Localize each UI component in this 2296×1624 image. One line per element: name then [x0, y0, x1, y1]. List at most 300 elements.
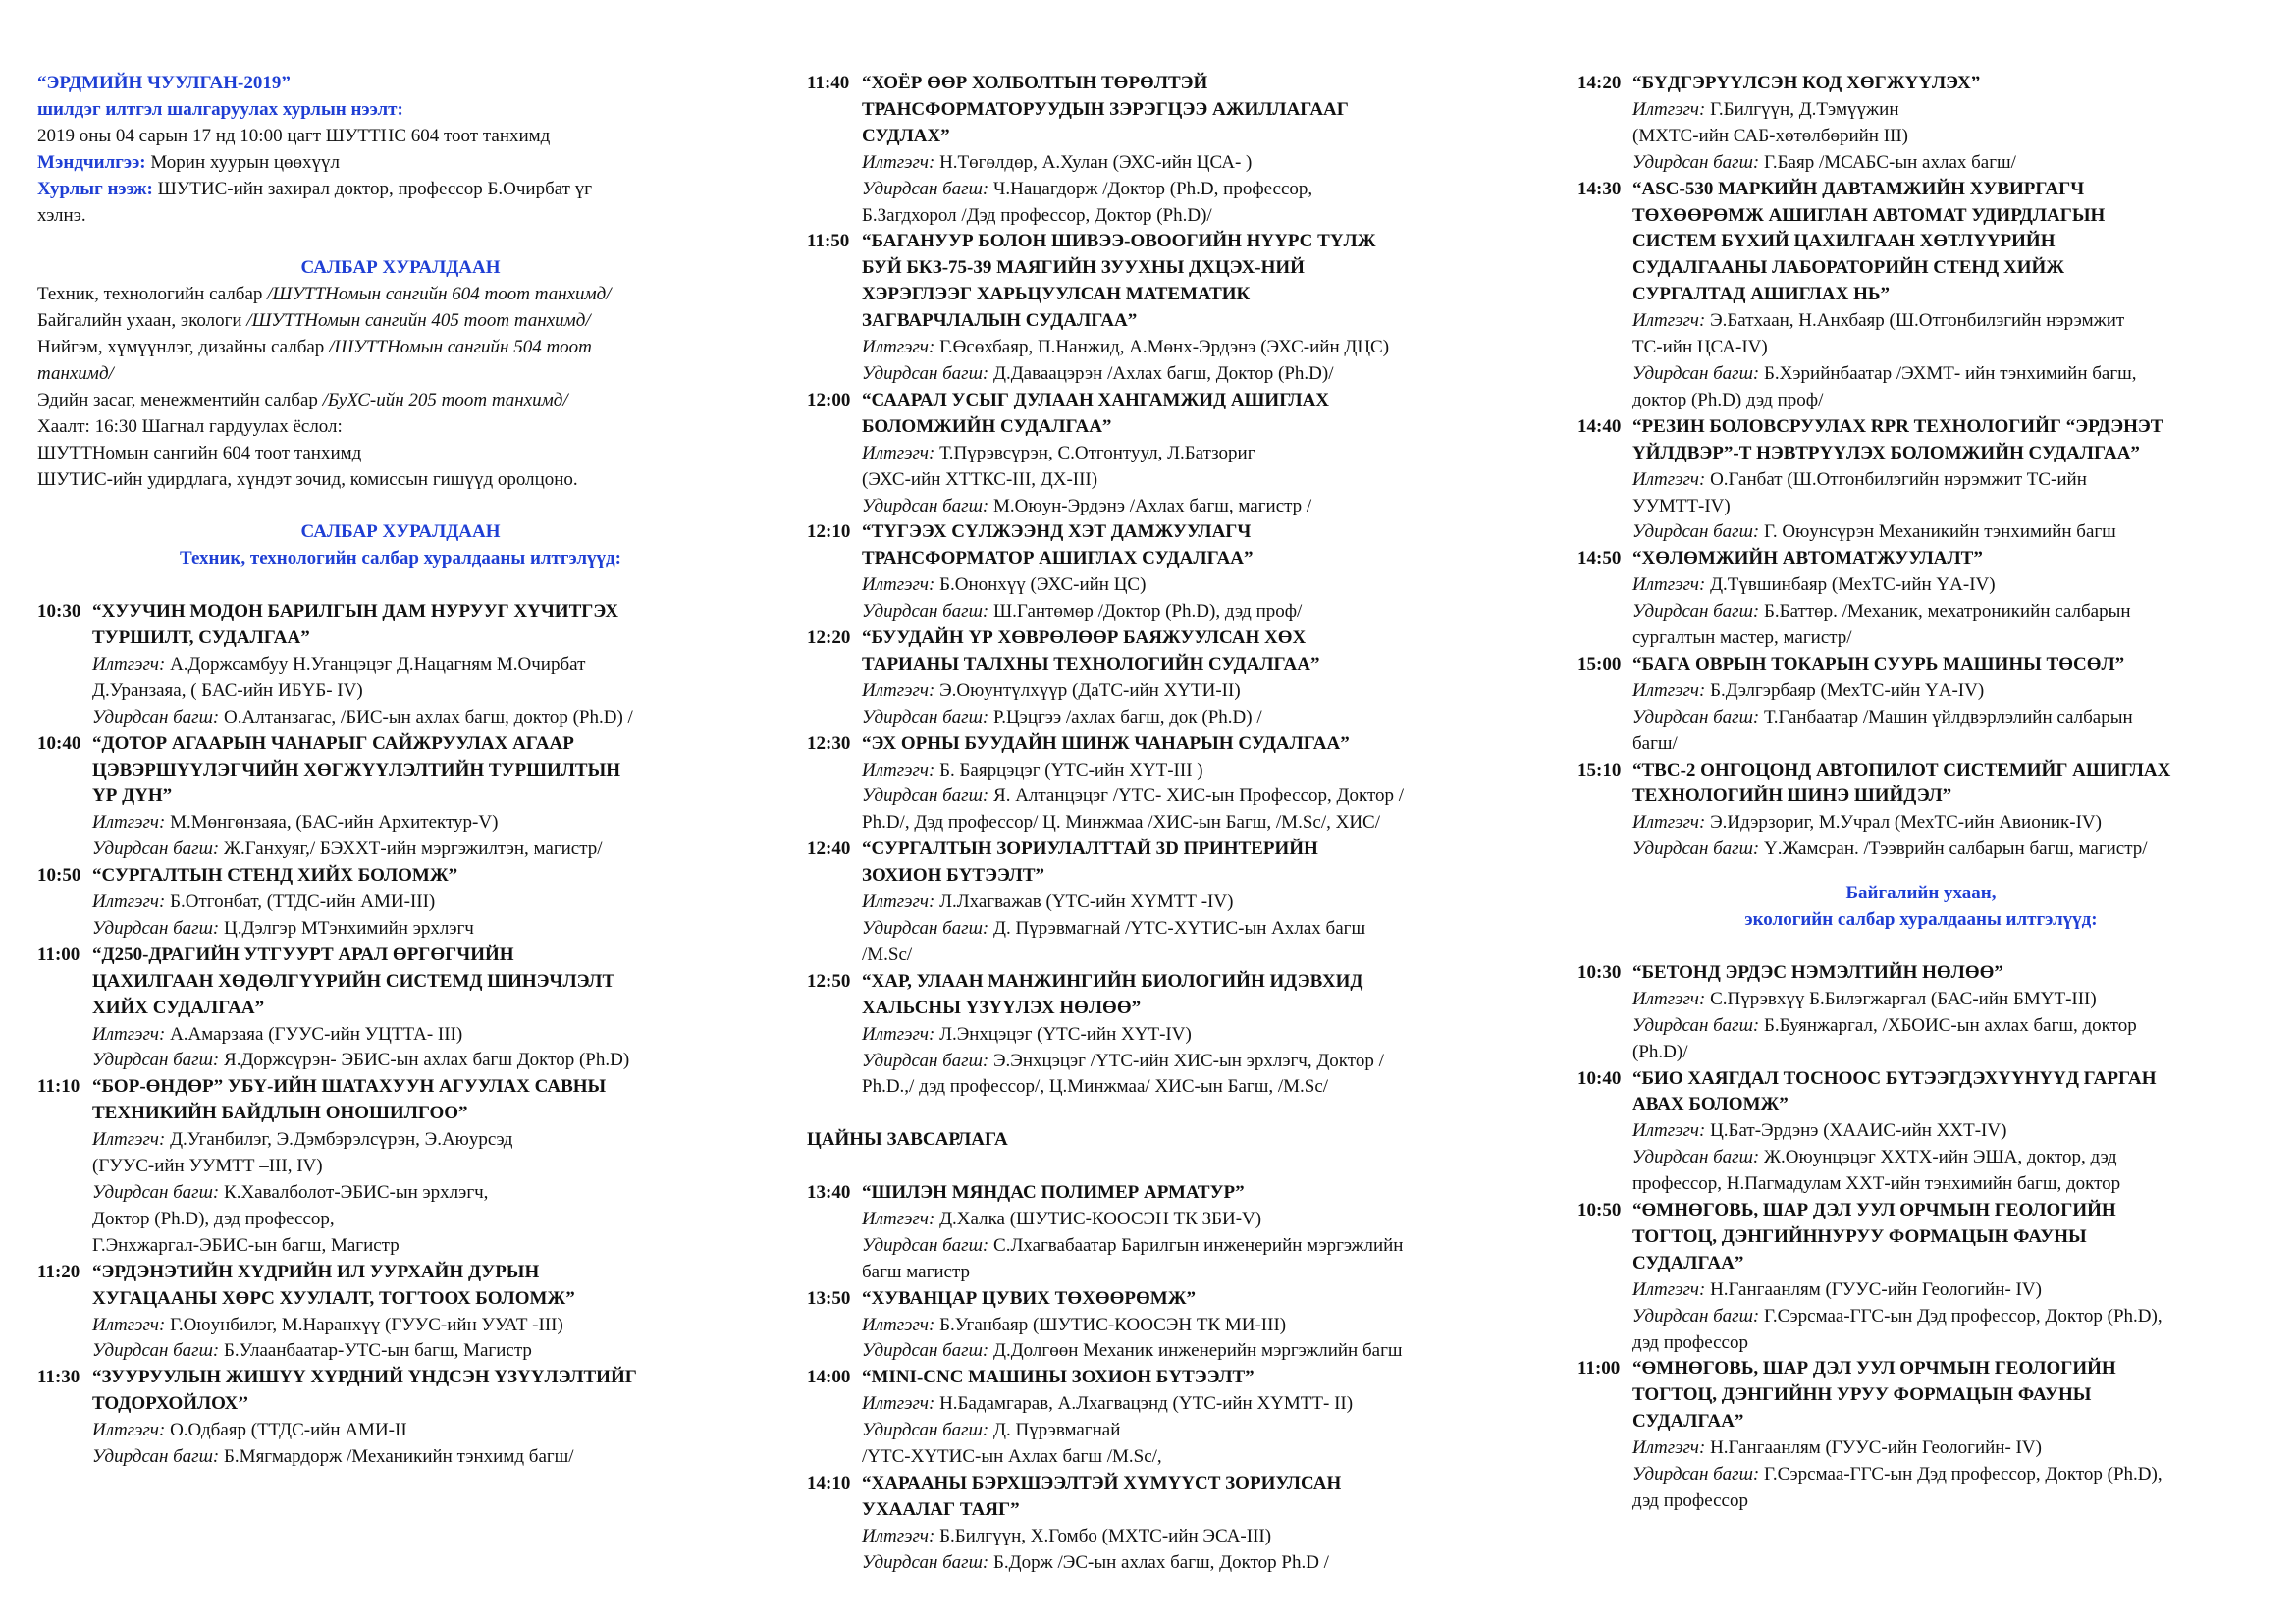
advisor-text: Г. Оюунсүрэн Механикийн тэнхимийн багш	[1759, 521, 2116, 543]
speaker-line	[37, 1418, 764, 1444]
talk-item	[37, 599, 764, 731]
advisor-line	[807, 177, 1528, 203]
talk-time: 15:10	[1577, 759, 1622, 781]
talk-title-cont: ТРАНСФОРМАТОРУУДЫН ЗЭРЭГЦЭЭ АЖИЛЛАГААГ	[862, 98, 1349, 120]
advisor-label: Удирдсан багш:	[92, 706, 220, 728]
speaker-text: Б.Уганбаяр (ШУТИС-КООСЭН ТК МИ-III)	[934, 1314, 1287, 1335]
talk-item	[1577, 1198, 2265, 1356]
talk-title	[1577, 1356, 2265, 1382]
talk-title-cont: ТРАНСФОРМАТОР АШИГЛАХ СУДАЛГАА”	[862, 548, 1254, 569]
speaker-label: Илтгэгч:	[862, 574, 935, 596]
advisor-text: доктор (Ph.D) дэд проф/	[1632, 389, 1824, 410]
talk-title-text: “Д250-ДРАГИЙН УТГУУРТ АРАЛ ӨРГӨГЧИЙН	[92, 944, 514, 965]
talk-title-cont: ЦАХИЛГААН ХӨДӨЛГҮҮРИЙН СИСТЕМД ШИНЭЧЛЭЛТ	[92, 970, 615, 992]
branch-line: ШУТИС-ийн удирдлага, хүндэт зочид, комиссын гишүүд оролцоно.	[37, 468, 578, 490]
advisor-label: Удирдсан багш:	[92, 1182, 220, 1204]
speaker-line	[37, 1127, 764, 1154]
speaker-line	[807, 890, 1528, 916]
talk-title-cont: УХААЛАГ ТАЯГ”	[862, 1498, 1020, 1520]
speaker-label: Илтгэгч:	[92, 1314, 166, 1335]
talk-time: 14:30	[1577, 178, 1622, 199]
advisor-text: дэд профессор	[1632, 1490, 1748, 1512]
advisor-text: Ph.D/, Дэд профессор/ Ц. Минжмаа /ХИС-ын Багш, /M.Sc/, ХИС/	[862, 812, 1381, 834]
advisor-line	[1577, 1330, 2265, 1357]
talk-title-text: “ХӨЛӨМЖИЙН АВТОМАТЖУУЛАЛТ”	[1632, 548, 1983, 569]
branch-room: /ШУТТНомын сангийн 504 тоот	[329, 337, 592, 358]
talk-title-text: “БҮДГЭРҮҮЛСЭН КОД ХӨГЖҮҮЛЭХ”	[1632, 73, 1981, 93]
advisor-text: багш/	[1632, 732, 1678, 754]
speaker-text: (МХТС-ийн САБ-хөтөлбөрийн III)	[1632, 125, 1909, 146]
talk-title	[1577, 177, 2265, 203]
speaker-label: Илтгэгч:	[1632, 988, 1706, 1009]
talk-item	[37, 1074, 764, 1259]
advisor-text: К.Хавалболот-ЭБИС-ын эрхлэгч,	[219, 1182, 489, 1204]
talk-time: 11:40	[807, 73, 850, 93]
branch-list	[37, 282, 764, 493]
advisor-label: Удирдсан багш:	[862, 1340, 989, 1362]
speaker-text: Н.Төгөлдөр, А.Хулан (ЭХС-ийн ЦСА- )	[934, 151, 1253, 173]
advisor-text: Б.Загдхорол /Дэд профессор, Доктор (Ph.D)/	[862, 204, 1212, 226]
speaker-label: Илтгэгч:	[1632, 1278, 1706, 1300]
speaker-line	[37, 1154, 764, 1180]
talk-title-text: “БЕТОНД ЭРДЭС НЭМЭЛТИЙН НӨЛӨӨ”	[1632, 961, 2003, 983]
greeting-text: Морин хуурын цөөхүүл	[145, 151, 341, 173]
speaker-label: Илтгэгч:	[1632, 1120, 1706, 1142]
advisor-line	[807, 1418, 1528, 1444]
advisor-text: дэд профессор	[1632, 1331, 1748, 1353]
advisor-text: Ж.Ганхуяг,/ БЭХХТ-ийн мэргэжилтэн, магистр/	[219, 839, 603, 860]
advisor-text: Б.Дорж /ЭС-ын ахлах багш, Доктор Ph.D /	[988, 1551, 1329, 1573]
advisor-text: Я.Доржсүрэн- ЭБИС-ын ахлах багш Доктор (Ph.D)	[219, 1050, 630, 1071]
speaker-label: Илтгэгч:	[862, 442, 935, 463]
talk-item	[807, 1180, 1528, 1286]
talk-title-cont: ТАРИАНЫ ТАЛХНЫ ТЕХНОЛОГИЙН СУДАЛГАА”	[862, 653, 1320, 675]
talk-title-cont: ЗОХИОН БҮТЭЭЛТ”	[862, 865, 1044, 887]
advisor-label: Удирдсан багш:	[862, 918, 989, 939]
speaker-line	[1577, 97, 2265, 124]
advisor-line	[37, 916, 764, 943]
speaker-line	[1577, 987, 2265, 1013]
speaker-label: Илтгэгч:	[1632, 468, 1706, 490]
talk-title	[807, 731, 1528, 758]
speaker-text: А.Амарзаяа (ГУУС-ийн УЦТТА- III)	[165, 1023, 463, 1045]
advisor-text: Б.Улаанбаатар-УТС-ын багш, Магистр	[219, 1340, 532, 1362]
speaker-label: Илтгэгч:	[92, 1129, 166, 1151]
speaker-line	[807, 678, 1528, 705]
advisor-text: М.Оюун-Эрдэнэ /Ахлах багш, магистр /	[988, 495, 1312, 516]
speaker-text: Б. Баярцэцэг (ҮТС-ийн ХҮТ-III )	[934, 759, 1203, 781]
speaker-line	[37, 678, 764, 705]
talk-title-cont: СУДАЛГААНЫ ЛАБОРАТОРИЙН СТЕНД ХИЙЖ	[1632, 257, 2065, 279]
talk-time: 14:40	[1577, 415, 1622, 437]
speaker-line	[807, 150, 1528, 177]
advisor-line	[807, 1338, 1528, 1365]
advisor-text: Д. Пүрэвмагнай	[988, 1420, 1121, 1441]
speaker-label: Илтгэгч:	[92, 653, 166, 675]
speaker-text: Л.Лхагважав (ҮТС-ийн ХҮМТТ -IV)	[934, 892, 1234, 913]
speaker-line	[1577, 678, 2265, 705]
advisor-line	[1577, 705, 2265, 731]
talk-title-cont: ТУРШИЛТ, СУДАЛГАА”	[92, 626, 310, 648]
talk-item	[37, 943, 764, 1075]
speaker-text: Г.Оюунбилэг, М.Наранхүү (ГУУС-ийн УУАТ -III)	[165, 1314, 563, 1335]
advisor-line	[807, 916, 1528, 943]
speaker-label: Илтгэгч:	[862, 151, 935, 173]
advisor-line	[1577, 1013, 2265, 1040]
talk-item	[1577, 1356, 2265, 1514]
advisor-text: Д.Даваацэрэн /Ахлах багш, Доктор (Ph.D)/	[988, 362, 1334, 384]
talk-title-cont: ТЕХНИКИЙН БАЙДЛЫН ОНОШИЛГОО”	[92, 1103, 468, 1124]
column-2	[807, 71, 1528, 1577]
speaker-text: Э.Оюунтүлхүүр (ДаТС-ийн ХҮТИ-II)	[934, 679, 1241, 701]
column-1	[37, 71, 764, 1471]
talk-item	[1577, 1066, 2265, 1199]
advisor-line	[1577, 519, 2265, 546]
talk-item	[37, 863, 764, 943]
advisor-label: Удирдсан багш:	[862, 1551, 989, 1573]
speaker-line	[807, 1022, 1528, 1049]
advisor-label: Удирдсан багш:	[862, 178, 989, 199]
advisor-label: Удирдсан багш:	[1632, 1147, 1760, 1168]
advisor-line	[807, 1049, 1528, 1075]
speaker-text: Д.Халка (ШУТИС-КООСЭН ТК ЗБИ-V)	[934, 1208, 1262, 1229]
column-3	[1577, 71, 2265, 1515]
advisor-line	[1577, 361, 2265, 388]
speaker-line	[1577, 810, 2265, 837]
advisor-text: Г.Сэрсмаа-ГГС-ын Дэд профессор, Доктор (Ph.D),	[1759, 1305, 2163, 1326]
branch-room: /БуХС-ийн 205 тоот танхимд/	[322, 389, 568, 410]
talk-title	[1577, 758, 2265, 785]
talk-time: 13:50	[807, 1287, 851, 1309]
talk-time: 12:50	[807, 970, 851, 992]
talk-item	[807, 1471, 1528, 1577]
advisor-label: Удирдсан багш:	[862, 601, 989, 623]
speaker-label: Илтгэгч:	[862, 892, 935, 913]
speaker-text: Д.Уганбилэг, Э.Дэмбэрэлсүрэн, Э.Аюурсэд	[165, 1129, 513, 1151]
advisor-text: Я. Алтанцэцэг /ҮТС- ХИС-ын Профессор, Доктор /	[988, 785, 1405, 807]
talk-title-cont: АВАХ БОЛОМЖ”	[1632, 1094, 1789, 1115]
talk-title-cont: СИСТЕМ БҮХИЙ ЦАХИЛГААН ХӨТЛҮҮРИЙН	[1632, 231, 2056, 252]
advisor-line	[807, 203, 1528, 230]
event-title: “ЭРДМИЙН ЧУУЛГАН-2019”	[37, 73, 291, 93]
advisor-line	[807, 1233, 1528, 1260]
talk-title-cont: ТОДОРХОЙЛОХ’’	[92, 1393, 249, 1415]
advisor-line	[1577, 731, 2265, 758]
talk-title-text: “ТВС-2 ОНГОЦОНД АВТОПИЛОТ СИСТЕМИЙГ АШИГЛАХ	[1632, 759, 2171, 781]
talk-title-cont: БОЛОМЖИЙН СУДАЛГАА”	[862, 415, 1112, 437]
talk-title	[37, 1074, 764, 1101]
speaker-line	[807, 335, 1528, 361]
advisor-text: (Ph.D)/	[1632, 1041, 1688, 1062]
talk-title	[1577, 546, 2265, 572]
talk-time: 11:20	[37, 1261, 80, 1282]
talk-item	[807, 969, 1528, 1102]
advisor-line	[807, 1260, 1528, 1286]
talk-title	[807, 969, 1528, 996]
advisor-label: Удирдсан багш:	[1632, 706, 1760, 728]
talk-time: 10:30	[37, 601, 81, 623]
advisor-label: Удирдсан багш:	[862, 1050, 989, 1071]
talk-title-cont: ТӨХӨӨРӨМЖ АШИГЛАН АВТОМАТ УДИРДЛАГЫН	[1632, 204, 2106, 226]
talk-title-text: “ЭРДЭНЭТИЙН ХҮДРИЙН ИЛ УУРХАЙН ДУРЫН	[92, 1261, 540, 1282]
talk-item	[1577, 652, 2265, 758]
talk-title-text: “БОР-ӨНДӨР” УБҮ-ИЙН ШАТАХУУН АГУУЛАХ САВНЫ	[92, 1076, 607, 1098]
talk-title-text: “РЕЗИН БОЛОВСРУУЛАХ RPR ТЕХНОЛОГИЙГ “ЭРДЭНЭТ	[1632, 415, 2163, 437]
advisor-line	[37, 1444, 764, 1471]
talk-title	[1577, 1066, 2265, 1093]
speaker-text: Б.Ононхүү (ЭХС-ийн ЦС)	[934, 574, 1147, 596]
talk-title-cont: ЦЭВЭРШҮҮЛЭГЧИЙН ХӨГЖҮҮЛЭЛТИЙН ТУРШИЛТЫН	[92, 759, 621, 781]
speaker-text: Д.Уранзаяа, ( БАС-ийн ИБҮБ- IV)	[92, 679, 363, 701]
speaker-line	[37, 1313, 764, 1339]
advisor-text: Ш.Гантөмөр /Доктор (Ph.D), дэд проф/	[988, 601, 1303, 623]
advisor-text: Ү.Жамсран. /Тээврийн салбарын багш, магистр/	[1759, 839, 2148, 860]
advisor-line	[807, 1074, 1528, 1101]
talk-time: 11:30	[37, 1367, 80, 1388]
speaker-line	[807, 1391, 1528, 1418]
talk-title	[1577, 414, 2265, 441]
talk-title-text: “СУРГАЛТЫН ЗОРИУЛАЛТТАЙ 3D ПРИНТЕРИЙН	[862, 839, 1318, 860]
speaker-line	[807, 441, 1528, 467]
advisor-label: Удирдсан багш:	[1632, 839, 1760, 860]
advisor-line	[37, 1048, 764, 1074]
nature-talk-list	[1577, 960, 2265, 1515]
tea-break-label: ЦАЙНЫ ЗАВСАРЛАГА	[807, 1129, 1008, 1151]
talk-title	[807, 388, 1528, 414]
talk-title	[37, 863, 764, 890]
advisor-text: С.Лхагвабаатар Барилгын инженерийн мэргэжлийн	[988, 1234, 1404, 1256]
talk-title-text: “ТҮГЭЭХ СҮЛЖЭЭНД ХЭТ ДАМЖУУЛАГЧ	[862, 521, 1252, 543]
advisor-label: Удирдсан багш:	[1632, 601, 1760, 623]
talk-title	[1577, 960, 2265, 987]
talk-title	[37, 1365, 764, 1391]
speaker-line	[1577, 467, 2265, 494]
talk-item	[807, 229, 1528, 387]
speaker-text: Н.Гангаанлям (ГУУС-ийн Геологийн- IV)	[1705, 1278, 2042, 1300]
advisor-text: сургалтын мастер, магистр/	[1632, 627, 1852, 649]
speaker-text: Г.Өсөхбаяр, П.Нанжид, А.Мөнх-Эрдэнэ (ЭХС-ийн ДЦС)	[934, 337, 1390, 358]
branch-room: /ШУТТНомын сангийн 604 тоот танхимд/	[267, 284, 612, 305]
talk-item	[807, 519, 1528, 625]
speaker-line	[807, 1524, 1528, 1550]
talk-time: 10:30	[1577, 961, 1622, 983]
talk-item	[1577, 177, 2265, 414]
advisor-label: Удирдсан багш:	[92, 839, 220, 860]
advisor-label: Удирдсан багш:	[92, 1340, 220, 1362]
advisor-line	[1577, 1145, 2265, 1171]
speaker-label: Илтгэгч:	[862, 337, 935, 358]
branch-room: /ШУТТНомын сангийн 405 тоот танхимд/	[246, 310, 591, 332]
talk-title-text: “БАГАНУУР БОЛОН ШИВЭЭ-ОВООГИЙН НҮҮРС ТҮЛЖ	[862, 231, 1376, 252]
speaker-text: С.Пүрэвхүү Б.Билэгжаргал (БАС-ийн БМҮТ-III)	[1705, 988, 2097, 1009]
speaker-text: ТС-ийн ЦСА-IV)	[1632, 337, 1768, 358]
event-datetime: 2019 оны 04 сарын 17 нд 10:00 цагт ШУТТНС 604 тоот танхимд	[37, 125, 551, 146]
opening-text: ШУТИС-ийн захирал доктор, профессор Б.Очирбат үг	[152, 178, 593, 199]
talk-title-cont: ТОГТОЦ, ДЭНГИЙНН УРУУ ФОРМАЦЫН ФАУНЫ	[1632, 1384, 2092, 1406]
advisor-line	[1577, 1040, 2265, 1066]
talk-title-text: “ӨМНӨГОВЬ, ШАР ДЭЛ УУЛ ОРЧМЫН ГЕОЛОГИЙН	[1632, 1358, 2116, 1380]
talk-time: 14:50	[1577, 548, 1622, 569]
speaker-line	[37, 652, 764, 678]
talk-title-cont: ХУГАЦААНЫ ХӨРС ХУУЛАЛТ, ТОГТООХ БОЛОМЖ”	[92, 1287, 575, 1309]
talk-time: 11:00	[37, 944, 80, 965]
advisor-text: Ph.D.,/ дэд профессор/, Ц.Минжмаа/ ХИС-ын Багш, /M.Sc/	[862, 1076, 1329, 1098]
greeting-line	[37, 150, 764, 177]
talk-title-text: “ЭХ ОРНЫ БУУДАЙН ШИНЖ ЧАНАРЫН СУДАЛГАА”	[862, 732, 1350, 754]
advisor-label: Удирдсан багш:	[862, 785, 989, 807]
talk-title-text: “ӨМНӨГОВЬ, ШАР ДЭЛ УУЛ ОРЧМЫН ГЕОЛОГИЙН	[1632, 1200, 2116, 1221]
branch-line: Техник, технологийн салбар /ШУТТНомын сангийн 604 тоот танхимд/	[37, 284, 612, 305]
talk-title-cont: ТОГТОЦ, ДЭНГИЙННУРУУ ФОРМАЦЫН ФАУНЫ	[1632, 1225, 2087, 1247]
speaker-text: О.Одбаяр (ТТДС-ийн АМИ-II	[165, 1420, 407, 1441]
advisor-text: багш магистр	[862, 1261, 971, 1282]
speaker-label: Илтгэгч:	[862, 1023, 935, 1045]
talk-item	[807, 625, 1528, 731]
advisor-line	[1577, 599, 2265, 625]
tech-heading: САЛБАР ХУРАЛДААН	[300, 521, 501, 543]
speaker-label: Илтгэгч:	[92, 1023, 166, 1045]
talk-time: 14:00	[807, 1367, 851, 1388]
talk-time: 12:10	[807, 521, 851, 543]
advisor-line	[37, 1180, 764, 1207]
speaker-text: Д.Түвшинбаяр (МехТС-ийн ҮА-IV)	[1705, 574, 1996, 596]
talk-item	[807, 837, 1528, 969]
talk-item	[1577, 758, 2265, 864]
speaker-label: Илтгэгч:	[1632, 679, 1706, 701]
advisor-text: Ц.Дэлгэр МТэнхимийн эрхлэгч	[219, 917, 474, 939]
speaker-label: Илтгэгч:	[862, 1314, 935, 1335]
advisor-text: Б.Мягмардорж /Механикийн тэнхимд багш/	[219, 1446, 574, 1468]
advisor-text: Ч.Нацагдорж /Доктор (Ph.D, профессор,	[988, 178, 1313, 199]
speaker-text: Б.Дэлгэрбаяр (МехТС-ийн ҮА-IV)	[1705, 679, 1985, 701]
event-subtitle: шилдэг илтгэл шалгаруулах хурлын нээлт:	[37, 98, 403, 120]
speaker-line	[807, 1207, 1528, 1233]
advisor-label: Удирдсан багш:	[92, 917, 220, 939]
advisor-text: О.Алтанзагас, /БИС-ын ахлах багш, доктор (Ph.D) /	[219, 706, 633, 728]
speaker-label: Илтгэгч:	[862, 1525, 935, 1546]
speaker-text: М.Мөнгөнзаяа, (БАС-ийн Архитектур-V)	[165, 812, 499, 834]
advisor-text: профессор, Н.Пагмадулам ХХТ-ийн тэнхимийн багш, доктор	[1632, 1173, 2121, 1195]
tech-subheading: Техник, технологийн салбар хуралдааны илтгэлүүд:	[180, 548, 621, 569]
advisor-text: Ж.Оюунцэцэг ХХТХ-ийн ЭША, доктор, дэд	[1759, 1147, 2117, 1168]
talk-time: 12:20	[807, 627, 851, 649]
talk-title-text: “ХУУЧИН МОДОН БАРИЛГЫН ДАМ НУРУУГ ХҮЧИТГЭХ	[92, 601, 618, 623]
talk-title-text: “ЗУУРУУЛЫН ЖИШҮҮ ХҮРДНИЙ ҮНДСЭН ҮЗҮҮЛЭЛТИЙГ	[92, 1367, 637, 1388]
advisor-line	[1577, 1171, 2265, 1198]
advisor-text: Б.Баттөр. /Механик, мехатроникийн салбарын	[1759, 601, 2131, 623]
branch-line: Эдийн засаг, менежментийн салбар /БуХС-ийн 205 тоот танхимд/	[37, 389, 568, 410]
talk-time: 12:40	[807, 839, 851, 860]
advisor-line	[807, 784, 1528, 810]
advisor-label: Удирдсан багш:	[92, 1050, 220, 1071]
talk-title-text: “БИО ХАЯГДАЛ ТОСНООС БҮТЭЭГДЭХҮҮНҮҮД ГАРГАН	[1632, 1067, 2157, 1089]
speaker-line	[807, 467, 1528, 494]
speaker-line	[807, 1313, 1528, 1339]
talk-title	[807, 71, 1528, 97]
talk-time: 14:20	[1577, 73, 1622, 93]
talk-title	[807, 1180, 1528, 1207]
speaker-text: Б.Билгүүн, Х.Гомбо (МХТС-ийн ЭСА-III)	[934, 1525, 1272, 1546]
nature-subheading: экологийн салбар хуралдааны илтгэлүүд:	[1744, 909, 2098, 931]
talk-title	[1577, 652, 2265, 678]
talk-time: 10:40	[37, 732, 81, 754]
advisor-text: /M.Sc/	[862, 944, 913, 965]
advisor-line	[37, 837, 764, 863]
talk-item	[37, 1365, 764, 1471]
speaker-label: Илтгэгч:	[862, 759, 935, 781]
talk-title-text: “ДОТОР АГААРЫН ЧАНАРЫГ САЙЖРУУЛАХ АГААР	[92, 732, 574, 754]
advisor-label: Удирдсан багш:	[1632, 362, 1760, 384]
speaker-line	[1577, 1118, 2265, 1145]
talk-title	[807, 837, 1528, 863]
talk-time: 10:40	[1577, 1067, 1622, 1089]
advisor-text: Г.Энхжаргал-ЭБИС-ын багш, Магистр	[92, 1234, 400, 1256]
talk-item	[807, 71, 1528, 229]
talk-title-cont: БУЙ БКЗ-75-39 МАЯГИЙН ЗУУХНЫ ДХЦЭХ-НИЙ	[862, 257, 1305, 279]
talk-time: 11:00	[1577, 1358, 1621, 1380]
speaker-text: Т.Пүрэвсүрэн, С.Отгонтуул, Л.Батзориг	[934, 442, 1255, 463]
talk-title	[807, 519, 1528, 546]
speaker-label: Илтгэгч:	[862, 1393, 935, 1415]
talk-title	[37, 943, 764, 969]
advisor-label: Удирдсан багш:	[1632, 1014, 1760, 1036]
talk-title-cont: ҮЙЛДВЭР”-Т НЭВТРҮҮЛЭХ БОЛОМЖИЙН СУДАЛГАА”	[1632, 442, 2140, 463]
talk-title-text: “БУУДАЙН ҮР ХӨВРӨЛӨӨР БАЯЖУУЛСАН ХӨХ	[862, 627, 1307, 649]
advisor-label: Удирдсан багш:	[92, 1446, 220, 1468]
talk-time: 11:10	[37, 1076, 80, 1098]
talk-list-afternoon	[807, 1180, 1528, 1577]
talk-title	[807, 1286, 1528, 1313]
advisor-text: Доктор (Ph.D), дэд профессор,	[92, 1208, 335, 1229]
talk-title-text: “MINI-CNC МАШИНЫ ЗОХИОН БҮТЭЭЛТ”	[862, 1367, 1255, 1388]
talk-title-cont: СУДАЛГАА”	[1632, 1252, 1744, 1273]
speaker-text: Н.Гангаанлям (ГУУС-ийн Геологийн- IV)	[1705, 1437, 2042, 1459]
advisor-line	[807, 1444, 1528, 1471]
talk-title-cont: ТЕХНОЛОГИЙН ШИНЭ ШИЙДЭЛ”	[1632, 785, 1952, 807]
advisor-line	[37, 1233, 764, 1260]
talk-title	[807, 1365, 1528, 1391]
speaker-label: Илтгэгч:	[92, 1420, 166, 1441]
advisor-label: Удирдсан багш:	[862, 495, 989, 516]
speaker-line	[1577, 124, 2265, 150]
talk-title-cont: ХЭРЭГЛЭЭГ ХАРЬЦУУЛСАН МАТЕМАТИК	[862, 284, 1251, 305]
talk-item	[807, 1286, 1528, 1366]
advisor-text: Г.Сэрсмаа-ГГС-ын Дэд профессор, Доктор (Ph.D),	[1759, 1464, 2163, 1486]
talk-title-cont: СУДАЛГАА”	[1632, 1411, 1744, 1433]
talk-title-cont: СУДЛАХ”	[862, 125, 950, 146]
talk-item	[1577, 960, 2265, 1066]
talk-time: 14:10	[807, 1473, 851, 1493]
talk-time: 12:30	[807, 732, 851, 754]
talk-item	[37, 1260, 764, 1366]
speaker-line	[1577, 335, 2265, 361]
talk-title-text: “ХУВАНЦАР ЦУВИХ ТӨХӨӨРӨМЖ”	[862, 1287, 1196, 1309]
branch-line: Хаалт: 16:30 Шагнал гардуулах ёслол:	[37, 415, 343, 437]
speaker-line	[1577, 1435, 2265, 1462]
speaker-text: Н.Бадамгарав, А.Лхагвацэнд (ҮТС-ийн ХҮМТТ- II)	[934, 1393, 1354, 1415]
speaker-line	[1577, 308, 2265, 335]
speaker-label: Илтгэгч:	[1632, 98, 1706, 120]
talk-item	[807, 731, 1528, 838]
talk-title	[807, 1471, 1528, 1497]
talk-title	[807, 229, 1528, 255]
advisor-line	[807, 943, 1528, 969]
advisor-label: Удирдсан багш:	[1632, 1305, 1760, 1326]
advisor-text: Д.Долгөөн Механик инженерийн мэргэжлийн багш	[988, 1340, 1403, 1362]
advisor-line	[1577, 1462, 2265, 1489]
advisor-line	[807, 599, 1528, 625]
speaker-line	[807, 572, 1528, 599]
